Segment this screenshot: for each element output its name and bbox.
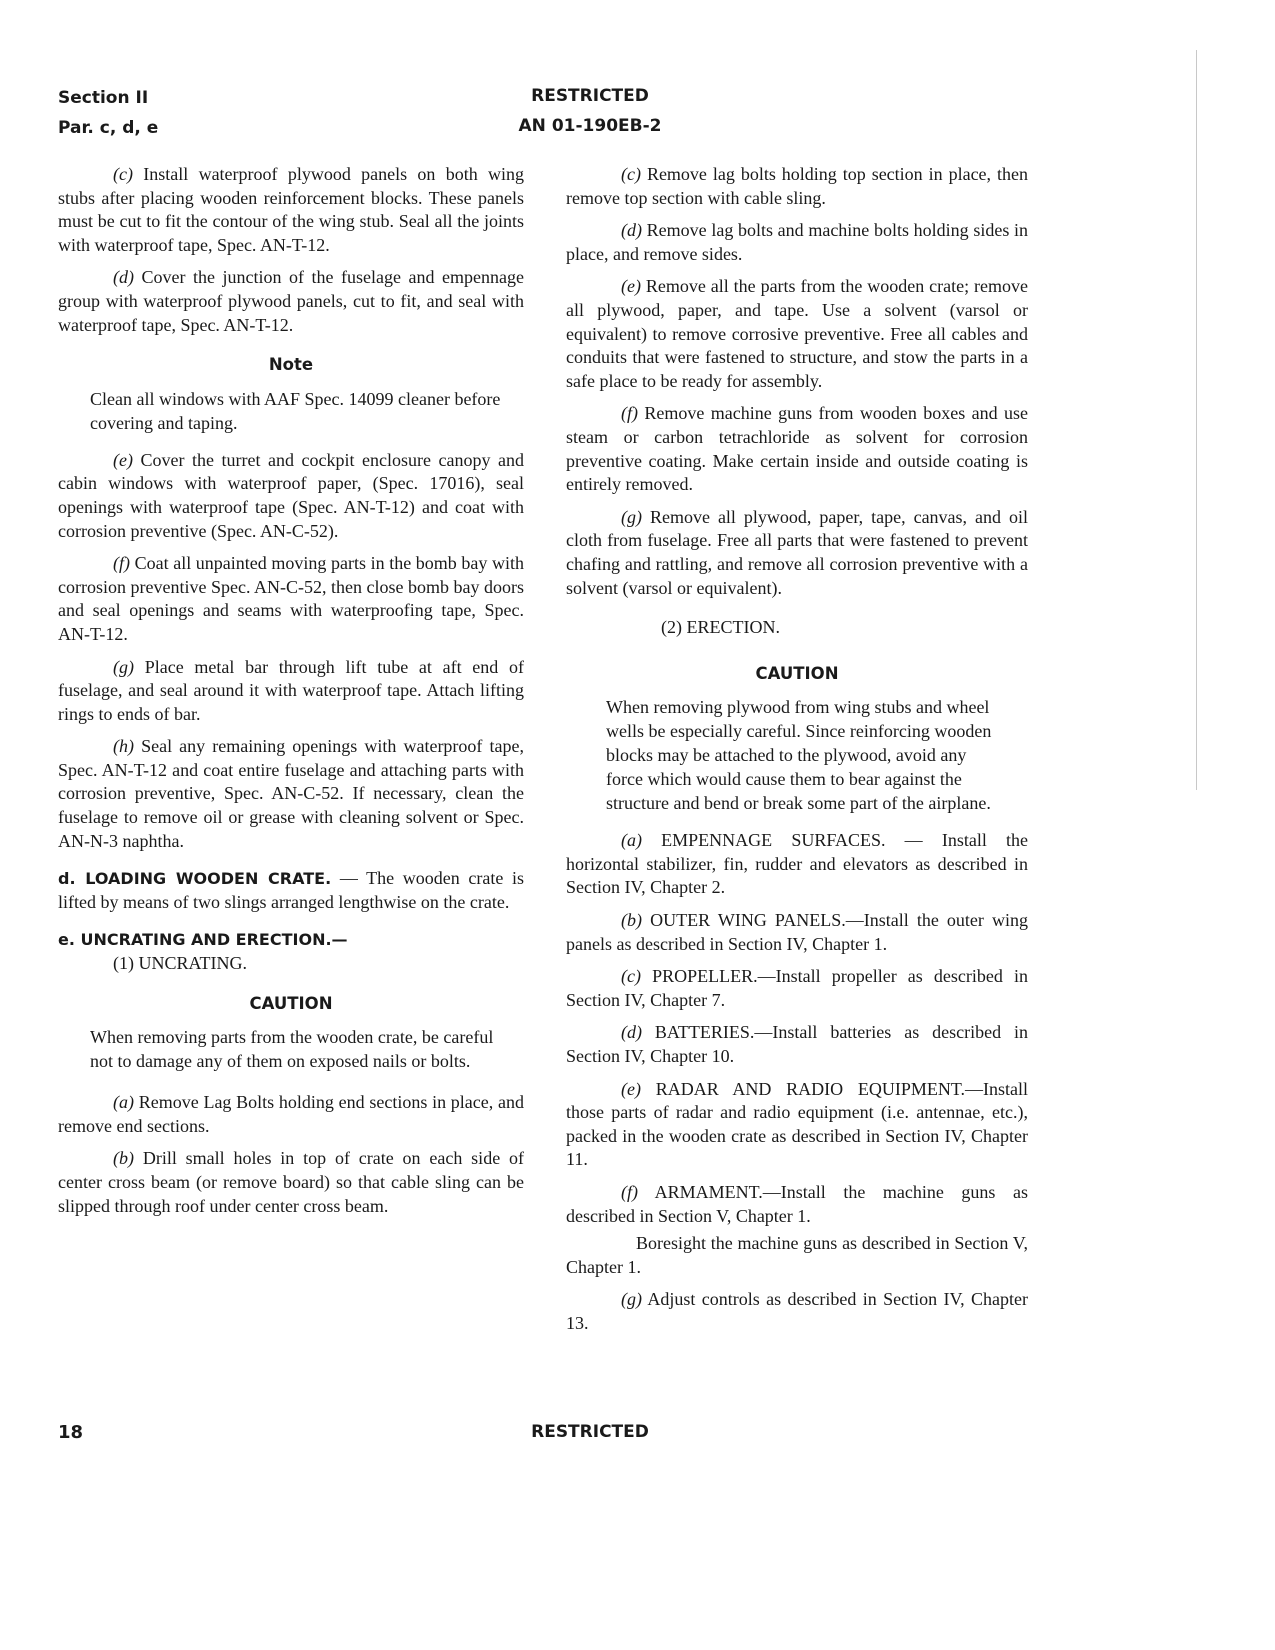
step-f: (f) Coat all unpainted moving parts in the bomb bay with corrosion preventive Spec. AN-C-52, then close bomb bay doors and seal openings and seams with waterproofing tape, Spec. AN-T-12. — [58, 553, 524, 644]
uncrating-subheading: (1) UNCRATING. — [113, 953, 247, 974]
erect-step-a: (a) EMPENNAGE SURFACES. — Install the horizontal stabilizer, fin, rudder and elevators as described in Section IV, Chapter 2. — [566, 830, 1028, 898]
erect-step-c: (c) PROPELLER.—Install propeller as described in Section IV, Chapter 7. — [566, 966, 1028, 1010]
step-e: (e) Cover the turret and cockpit enclosure canopy and cabin windows with waterproof paper, (Spec. 17016), seal openings with waterproof tape (Spec. AN-T-12) and coat with corrosion preventive (Spec. AN-C-52). — [58, 449, 524, 541]
document-number: AN 01-190EB-2 — [518, 116, 662, 136]
step-d: (d) Cover the junction of the fuselage and empennage group with waterproof plywood panels, cut to fit, and seal with waterproof tape, Spec. AN-T-12. — [58, 267, 524, 335]
uncrate-step-d: (d) Remove lag bolts and machine bolts holding sides in place, and remove sides. — [566, 220, 1028, 264]
caution-text-right: When removing plywood from wing stubs and wheel wells be especially careful. Since reinforcing wooden blocks may be attached to the plywood, avoid any force which would cause them to bear against the structure and bend or break some part of the airplane. — [606, 697, 992, 814]
step-c: (c) Install waterproof plywood panels on both wing stubs after placing wooden reinforcement blocks. These panels must be cut to fit the contour of the wing stub. Seal all the joints with waterproof tape, Spec. AN-T-12. — [58, 164, 524, 255]
header-classification: RESTRICTED — [531, 86, 649, 106]
page-edge-line — [1196, 50, 1197, 790]
uncrate-step-c: (c) Remove lag bolts holding top section in place, then remove top section with cable sling. — [566, 164, 1028, 208]
footer-classification: RESTRICTED — [531, 1422, 649, 1442]
note-heading: Note — [268, 355, 314, 375]
erect-step-d: (d) BATTERIES.—Install batteries as described in Section IV, Chapter 10. — [566, 1022, 1028, 1067]
uncrate-step-a: (a) Remove Lag Bolts holding end sections in place, and remove end sections. — [58, 1092, 524, 1136]
uncrate-step-g: (g) Remove all plywood, paper, tape, canvas, and oil cloth from fuselage. Free all parts that were fastened to prevent chafing and rattling, and remove all corrosion preventive with a solvent (varsol or equivalent). — [566, 506, 1028, 598]
right-column — [566, 163, 1028, 1345]
caution-heading-left: CAUTION — [249, 993, 333, 1013]
caution-heading-right: CAUTION — [755, 663, 839, 683]
uncrate-step-b: (b) Drill small holes in top of crate on each side of center cross beam (or remove board) so that cable sling can be slipped through roof under center cross beam. — [58, 1148, 524, 1216]
left-column — [58, 163, 524, 1227]
note-text: Clean all windows with AAF Spec. 14099 cleaner before covering and taping. — [90, 388, 501, 433]
uncrating-erection-heading: e. UNCRATING AND ERECTION.— — [58, 930, 348, 950]
uncrate-step-e: (e) Remove all the parts from the wooden crate; remove all plywood, paper, and tape. Use a solvent (varsol or equivalent) to remove corrosive preventive. Free all cables and conduits that were fastened to structure, and stow the parts in a safe place to be ready for assembly. — [566, 276, 1028, 391]
erect-step-e: (e) RADAR AND RADIO EQUIPMENT.—Install those parts of radar and radio equipment (i.e. antennae, etc.), packed in the wooden crate as described in Section IV, Chapter 11. — [566, 1078, 1028, 1170]
step-g: (g) Place metal bar through lift tube at aft end of fuselage, and seal around it with waterproof tape. Attach lifting rings to ends of bar. — [58, 656, 524, 724]
boresight-instruction: Boresight the machine guns as described in Section V, Chapter 1. — [566, 1233, 1028, 1277]
caution-text-left: When removing parts from the wooden crate, be careful not to damage any of them on exposed nails or bolts. — [90, 1027, 494, 1072]
erection-subheading: (2) ERECTION. — [661, 617, 780, 638]
section-label: Section II — [58, 88, 149, 108]
paragraph-ref: Par. c, d, e — [58, 118, 159, 138]
step-h: (h) Seal any remaining openings with waterproof tape, Spec. AN-T-12 and coat entire fuselage and attaching parts with corrosion preventive, Spec. AN-C-52. If necessary, clean the fuselage to remove oil or grease with cleaning solvent or Spec. AN-N-3 naphtha. — [58, 736, 524, 851]
erect-step-g: (g) Adjust controls as described in Section IV, Chapter 13. — [566, 1289, 1028, 1333]
page-number: 18 — [58, 1422, 84, 1443]
erect-step-f: (f) ARMAMENT.—Install the machine guns as described in Section V, Chapter 1. — [566, 1182, 1028, 1226]
uncrate-step-f: (f) Remove machine guns from wooden boxes and use steam or carbon tetrachloride as solvent for corrosion preventive coating. Make certain inside and outside coating is entirely removed. — [566, 403, 1028, 495]
erect-step-b: (b) OUTER WING PANELS.—Install the outer wing panels as described in Section IV, Chapter 1. — [566, 910, 1028, 954]
loading-wooden-crate: d. LOADING WOODEN CRATE. — The wooden crate is lifted by means of two slings arranged lengthwise on the crate. — [58, 868, 524, 912]
